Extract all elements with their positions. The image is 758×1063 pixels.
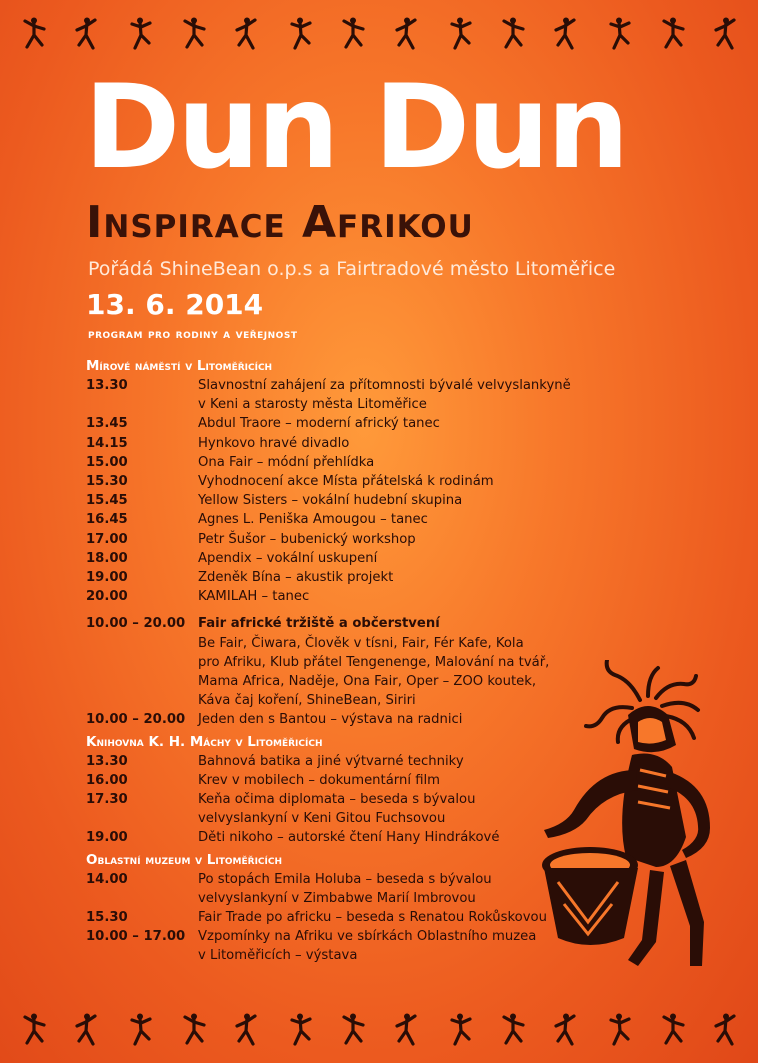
poster-title: Dun Dun <box>84 60 627 195</box>
description-line: Be Fair, Čiwara, Člověk v tísni, Fair, Fér Kafe, Kola <box>198 635 524 651</box>
schedule-list <box>86 376 646 606</box>
section-title: Oblastní muzeum v Litoměřicích <box>86 851 283 868</box>
african-drummer-icon <box>520 660 740 990</box>
schedule-row <box>86 530 646 549</box>
dancing-figure-icon <box>180 17 208 51</box>
description-line: Jeden den s Bantou – výstava na radnici <box>198 712 463 728</box>
dancing-figure-icon <box>73 17 101 51</box>
description-line: pro Afriku, Klub přátel Tengenenge, Malování na tvář, <box>198 654 550 670</box>
organizer-line: Pořádá ShineBean o.p.s a Fairtradové město Litoměřice <box>88 258 616 280</box>
schedule-time: 14.15 <box>86 435 128 451</box>
schedule-row <box>86 376 646 414</box>
description-line: Káva čaj koření, ShineBean, Siriri <box>198 693 416 709</box>
event-date: 13. 6. 2014 <box>86 288 264 321</box>
description-line: Bahnová batika a jiné výtvarné techniky <box>198 753 464 769</box>
schedule-time: 16.45 <box>86 512 128 528</box>
schedule-row <box>86 414 646 433</box>
dancing-figure-icon <box>446 17 474 51</box>
dancing-figure-icon <box>73 1013 101 1047</box>
schedule-time: 15.30 <box>86 474 128 490</box>
dancing-figure-icon <box>499 17 527 51</box>
schedule-row <box>86 472 646 491</box>
schedule-time: 15.00 <box>86 454 128 470</box>
schedule-time: 16.00 <box>86 772 128 788</box>
dancing-figure-icon <box>712 17 740 51</box>
schedule-description <box>198 414 646 433</box>
dancing-figure-icon <box>339 1013 367 1047</box>
schedule-description <box>198 510 646 529</box>
schedule-time: 10.00 – 20.00 <box>86 616 186 632</box>
top-border <box>20 14 740 54</box>
schedule-row <box>86 491 646 510</box>
dancing-figure-icon <box>233 17 261 51</box>
description-line: Vyhodnocení akce Místa přátelská k rodinám <box>198 474 494 490</box>
dancing-figure-icon <box>712 1013 740 1047</box>
description-line: Mama Africa, Naděje, Ona Fair, Oper – ZOO koutek, <box>198 674 537 690</box>
schedule-time: 13.30 <box>86 378 128 393</box>
description-line: Hynkovo hravé divadlo <box>198 435 350 451</box>
schedule-row <box>86 568 646 587</box>
section-title: Knihovna K. H. Máchy v Litoměřicích <box>86 733 323 750</box>
description-line: velvyslankyní v Zimbabwe Marií Imbrovou <box>198 890 476 906</box>
schedule-description <box>198 587 646 606</box>
dancing-figure-icon <box>446 1013 474 1047</box>
description-line: Fair Trade po africku – beseda s Renatou Rokůskovou <box>198 910 547 926</box>
dancing-figure-icon <box>605 1013 633 1047</box>
dancing-figure-icon <box>605 17 633 51</box>
program-tag: program pro rodiny a veřejnost <box>88 327 298 342</box>
description-line: Agnes L. Peniška Amougou – tanec <box>198 512 428 528</box>
schedule-time: 17.30 <box>86 792 128 808</box>
description-line: KAMILAH – tanec <box>198 589 310 605</box>
schedule-time: 15.45 <box>86 493 128 509</box>
schedule-time: 13.45 <box>86 416 128 432</box>
schedule-description <box>198 376 646 414</box>
dancing-figure-icon <box>659 17 687 51</box>
description-line: Petr Šušor – bubenický workshop <box>198 531 416 547</box>
schedule-time: 10.00 – 17.00 <box>86 929 186 945</box>
dancing-figure-icon <box>286 17 314 51</box>
schedule-time: 14.00 <box>86 871 128 887</box>
description-line: Krev v mobilech – dokumentární film <box>198 772 441 788</box>
schedule-row <box>86 434 646 453</box>
dancing-figure-icon <box>339 17 367 51</box>
schedule-row <box>86 510 646 529</box>
dancing-figure-icon <box>233 1013 261 1047</box>
schedule-description <box>198 568 646 587</box>
description-line: Apendix – vokální uskupení <box>198 550 378 566</box>
bottom-border <box>20 1010 740 1050</box>
description-line: v Litoměřicích – výstava <box>198 948 358 964</box>
description-line: Yellow Sisters – vokální hudební skupina <box>198 493 463 509</box>
schedule-time: 19.00 <box>86 830 128 846</box>
dancing-figure-icon <box>126 1013 154 1047</box>
schedule-time: 20.00 <box>86 589 128 605</box>
description-line: Abdul Traore – moderní africký tanec <box>198 416 440 432</box>
schedule-description <box>198 530 646 549</box>
dancing-figure-icon <box>180 1013 208 1047</box>
dancing-figure-icon <box>20 1013 48 1047</box>
dancing-figure-icon <box>126 17 154 51</box>
description-line: Slavnostní zahájení za přítomnosti bývalé velvyslankyně <box>198 378 571 393</box>
schedule-row <box>86 453 646 472</box>
schedule-description <box>198 434 646 453</box>
description-line: Ona Fair – módní přehlídka <box>198 454 375 470</box>
description-line: Zdeněk Bína – akustik projekt <box>198 570 394 586</box>
dancing-figure-icon <box>393 17 421 51</box>
poster-subtitle: Inspirace Afrikou <box>86 197 474 248</box>
schedule-description <box>198 453 646 472</box>
description-line: Děti nikoho – autorské čtení Hany Hindrákové <box>198 830 500 846</box>
schedule-description <box>198 491 646 510</box>
description-line: Po stopách Emila Holuba – beseda s bývalou <box>198 871 492 887</box>
schedule-time: 18.00 <box>86 550 128 566</box>
dancing-figure-icon <box>659 1013 687 1047</box>
dancing-figure-icon <box>286 1013 314 1047</box>
description-line: Keňa očima diplomata – beseda s bývalou <box>198 792 476 808</box>
description-line: Vzpomínky na Afriku ve sbírkách Oblastního muzea <box>198 929 537 945</box>
schedule-description <box>198 549 646 568</box>
section-title: Mírové náměstí v Litoměřicích <box>86 358 273 374</box>
schedule-time: 13.30 <box>86 753 128 769</box>
description-line: v Keni a starosty města Litoměřice <box>198 397 427 413</box>
schedule-time: 10.00 – 20.00 <box>86 712 186 728</box>
dancing-figure-icon <box>552 17 580 51</box>
dancing-figure-icon <box>20 17 48 51</box>
description-line: velvyslankyní v Keni Gitou Fuchsovou <box>198 811 446 827</box>
schedule-description <box>198 472 646 491</box>
schedule-time: 17.00 <box>86 531 128 547</box>
schedule-time: 15.30 <box>86 910 128 926</box>
dancing-figure-icon <box>499 1013 527 1047</box>
schedule-row <box>86 587 646 606</box>
dancing-figure-icon <box>552 1013 580 1047</box>
description-line: Fair africké tržiště a občerstvení <box>198 616 440 632</box>
schedule-row <box>86 549 646 568</box>
dancing-figure-icon <box>393 1013 421 1047</box>
schedule-time: 19.00 <box>86 570 128 586</box>
